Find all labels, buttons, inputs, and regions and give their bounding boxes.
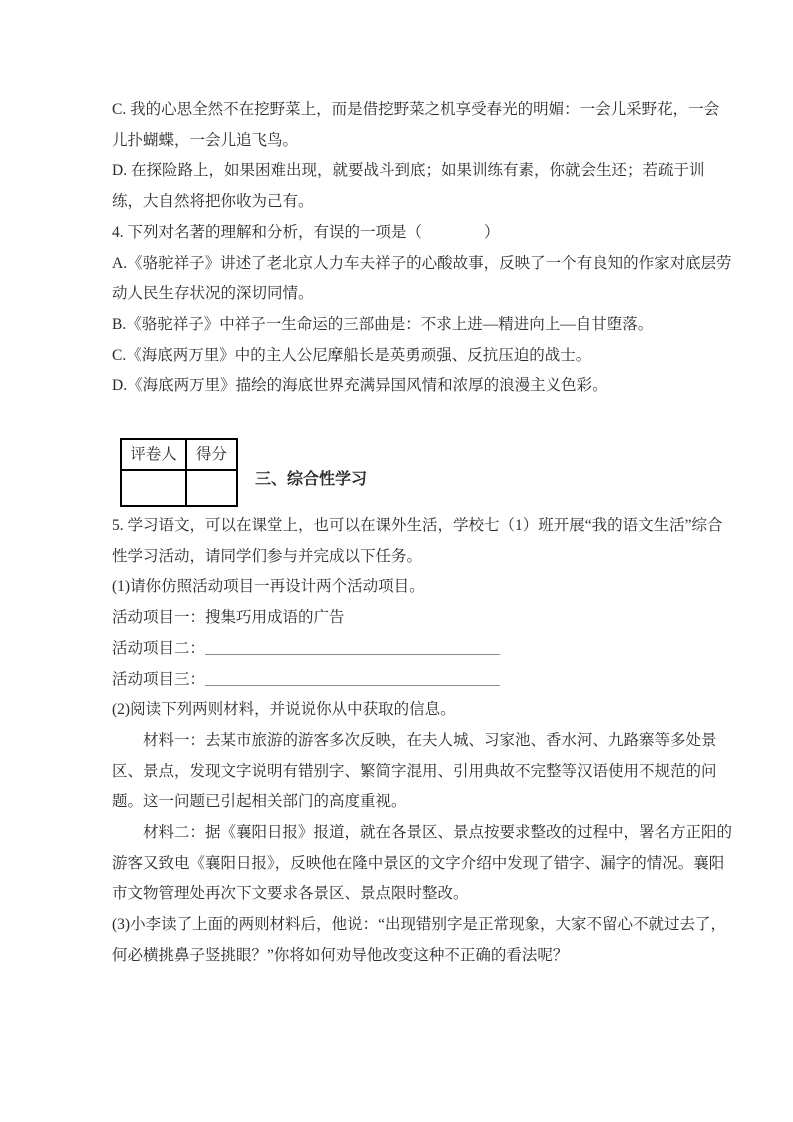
- q5-material1: 材料一：去某市旅游的游客多次反映，在夫人城、习家池、香水河、九路寨等多处景区、景点，发现文字说明有错别字、繁简字混用、引用典故不完整等汉语使用不规范的问题。这一问题已引起相关部门的高度重视。: [112, 731, 717, 811]
- q4-option-a: A.《骆驼祥子》讲述了老北京人力车夫祥子的心酸故事，反映了一个有良知的作家对底层劳动人民生存状况的深切同情。: [112, 254, 732, 303]
- q5-project3-label: 活动项目三：: [112, 670, 206, 688]
- score-table-header-row: [121, 439, 237, 470]
- q5-task1: (1)请你仿照活动项目一再设计两个活动项目。: [112, 578, 425, 596]
- q5-project3-row: [112, 665, 732, 696]
- score-table: [120, 438, 238, 507]
- answer-blank-project2: [205, 640, 500, 655]
- score-table-section: [112, 438, 732, 507]
- q3-option-d: D. 在探险路上，如果困难出现，就要战斗到底；如果训练有素，你就会生还；若疏于训练，大自然将把你收为己有。: [112, 162, 705, 211]
- q4-option-d: D.《海底两万里》描绘的海底世界充满异国风情和浓厚的浪漫主义色彩。: [112, 377, 608, 395]
- q5-project1: 活动项目一：搜集巧用成语的广告: [112, 609, 345, 627]
- grader-header-cell: 评卷人: [121, 439, 186, 470]
- q3-option-c: C. 我的心思全然不在挖野菜上，而是借挖野菜之机享受春光的明媚：一会儿采野花，一会儿扑蝴蝶，一会儿追飞鸟。: [112, 101, 720, 149]
- q5-material2: 材料二：据《襄阳日报》报道，就在各景区、景点按要求整改的过程中，署名方正阳的游客又致电《襄阳日报》，反映他在隆中景区的文字介绍中发现了错字、漏字的情况。襄阳市文物管理处再次下文要求各景区、景点限时整改。: [112, 824, 733, 903]
- section-heading: 三、综合性学习: [255, 471, 368, 489]
- q5-project2-row: [112, 634, 732, 665]
- score-header-cell: 得分: [186, 439, 237, 470]
- q4-option-b: B.《骆驼祥子》中祥子一生命运的三部曲是：不求上进—精进向上—自甘堕落。: [112, 315, 654, 333]
- q5-task3: (3)小李读了上面的两则材料后，他说：“出现错别字是正常现象，大家不留心不就过去了，何必横挑鼻子竖挑眼？”你将如何劝导他改变这种不正确的看法呢？: [112, 916, 726, 964]
- grader-value-cell: [121, 470, 186, 506]
- q4-stem: 4. 下列对名著的理解和分析，有误的一项是（ ）: [112, 223, 500, 241]
- q4-option-c: C.《海底两万里》中的主人公尼摩船长是英勇顽强、反抗压迫的战士。: [112, 346, 592, 364]
- q5-stem: 5. 学习语文，可以在课堂上，也可以在课外生活，学校七（1）班开展“我的语文生活”综合性学习活动，请同学们参与并完成以下任务。: [112, 517, 723, 565]
- q5-task2: (2)阅读下列两则材料，并说说你从中获取的信息。: [112, 701, 456, 719]
- q5-project2-label: 活动项目二：: [112, 639, 206, 657]
- answer-blank-project3: [205, 671, 500, 686]
- score-table-value-row: [121, 470, 237, 506]
- score-value-cell: [186, 470, 237, 506]
